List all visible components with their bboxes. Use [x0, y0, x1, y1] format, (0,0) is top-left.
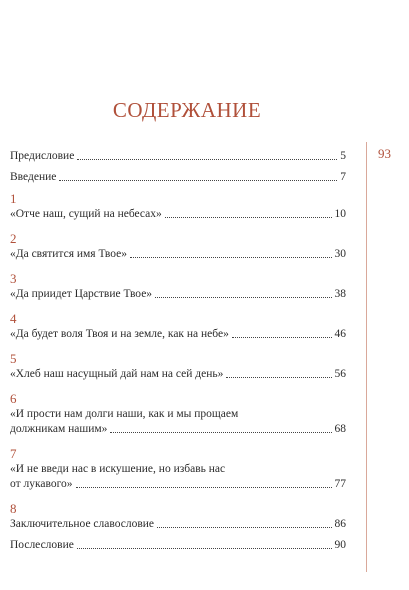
toc-entry-page: 90 — [334, 539, 346, 551]
dot-leader — [157, 527, 331, 528]
dot-leader — [165, 217, 332, 218]
page-title: СОДЕРЖАНИЕ — [112, 98, 262, 122]
toc-entry-title-line1: «И прости нам долги наши, как и мы прощаем — [10, 408, 239, 420]
chapter-number: 1 — [10, 191, 17, 206]
toc-entry-page: 56 — [334, 368, 346, 380]
toc-entry-intro — [10, 170, 346, 185]
toc-entry-ch2 — [10, 247, 346, 262]
chapter-number: 4 — [10, 311, 17, 326]
toc-entry-ch6 — [10, 407, 346, 437]
toc-entry-ch1 — [10, 207, 346, 222]
dot-leader — [232, 337, 332, 338]
toc-entry-ch8 — [10, 517, 346, 532]
toc-entry-title-line2: от лукавого» — [10, 478, 73, 490]
chapter-number: 3 — [10, 271, 17, 286]
chapter-number: 6 — [10, 391, 17, 406]
toc-entry-title: Предисловие — [10, 150, 75, 162]
toc-entry-title-line2: должникам нашим» — [10, 423, 108, 435]
toc-entry-page: 30 — [334, 248, 346, 260]
toc-entry-title: «Отче наш, сущий на небесах» — [10, 208, 162, 220]
toc-entry-ch4 — [10, 327, 346, 342]
toc-entry-title: «Да будет воля Твоя и на земле, как на небе» — [10, 328, 229, 340]
page-number: 93 — [378, 146, 391, 161]
toc-entry-page: 77 — [334, 478, 346, 490]
dot-leader — [77, 548, 332, 549]
dot-leader — [110, 432, 331, 433]
chapter-number: 5 — [10, 351, 17, 366]
toc-entry-page: 10 — [334, 208, 346, 220]
toc-entry-title: «Хлеб наш насущный дай нам на сей день» — [10, 368, 224, 380]
toc-entry-title: «Да приидет Царствие Твое» — [10, 288, 153, 300]
toc-entry-title: Введение — [10, 171, 57, 183]
toc-entry-page: 46 — [334, 328, 346, 340]
toc-entry-afterword — [10, 538, 346, 553]
toc-entry-ch3 — [10, 287, 346, 302]
chapter-number: 2 — [10, 231, 17, 246]
toc-entry-title-line1: «И не введи нас в искушение, но избавь нас — [10, 463, 226, 475]
toc-entry-ch7 — [10, 462, 346, 492]
table-of-contents — [10, 149, 346, 553]
chapter-number: 8 — [10, 501, 17, 516]
dot-leader — [59, 180, 337, 181]
toc-entry-ch5 — [10, 367, 346, 382]
toc-entry-page: 7 — [340, 171, 346, 183]
toc-entry-page: 68 — [334, 423, 346, 435]
dot-leader — [155, 297, 331, 298]
toc-entry-preface — [10, 149, 346, 164]
dot-leader — [76, 487, 332, 488]
margin-divider — [366, 142, 367, 572]
toc-entry-title: Послесловие — [10, 539, 74, 551]
dot-leader — [130, 257, 331, 258]
toc-entry-title: «Да святится имя Твое» — [10, 248, 128, 260]
toc-entry-title: Заключительное славословие — [10, 518, 155, 530]
toc-entry-page: 5 — [340, 150, 346, 162]
dot-leader — [226, 377, 331, 378]
toc-entry-page: 86 — [334, 518, 346, 530]
dot-leader — [77, 159, 337, 160]
toc-entry-page: 38 — [334, 288, 346, 300]
chapter-number: 7 — [10, 446, 17, 461]
